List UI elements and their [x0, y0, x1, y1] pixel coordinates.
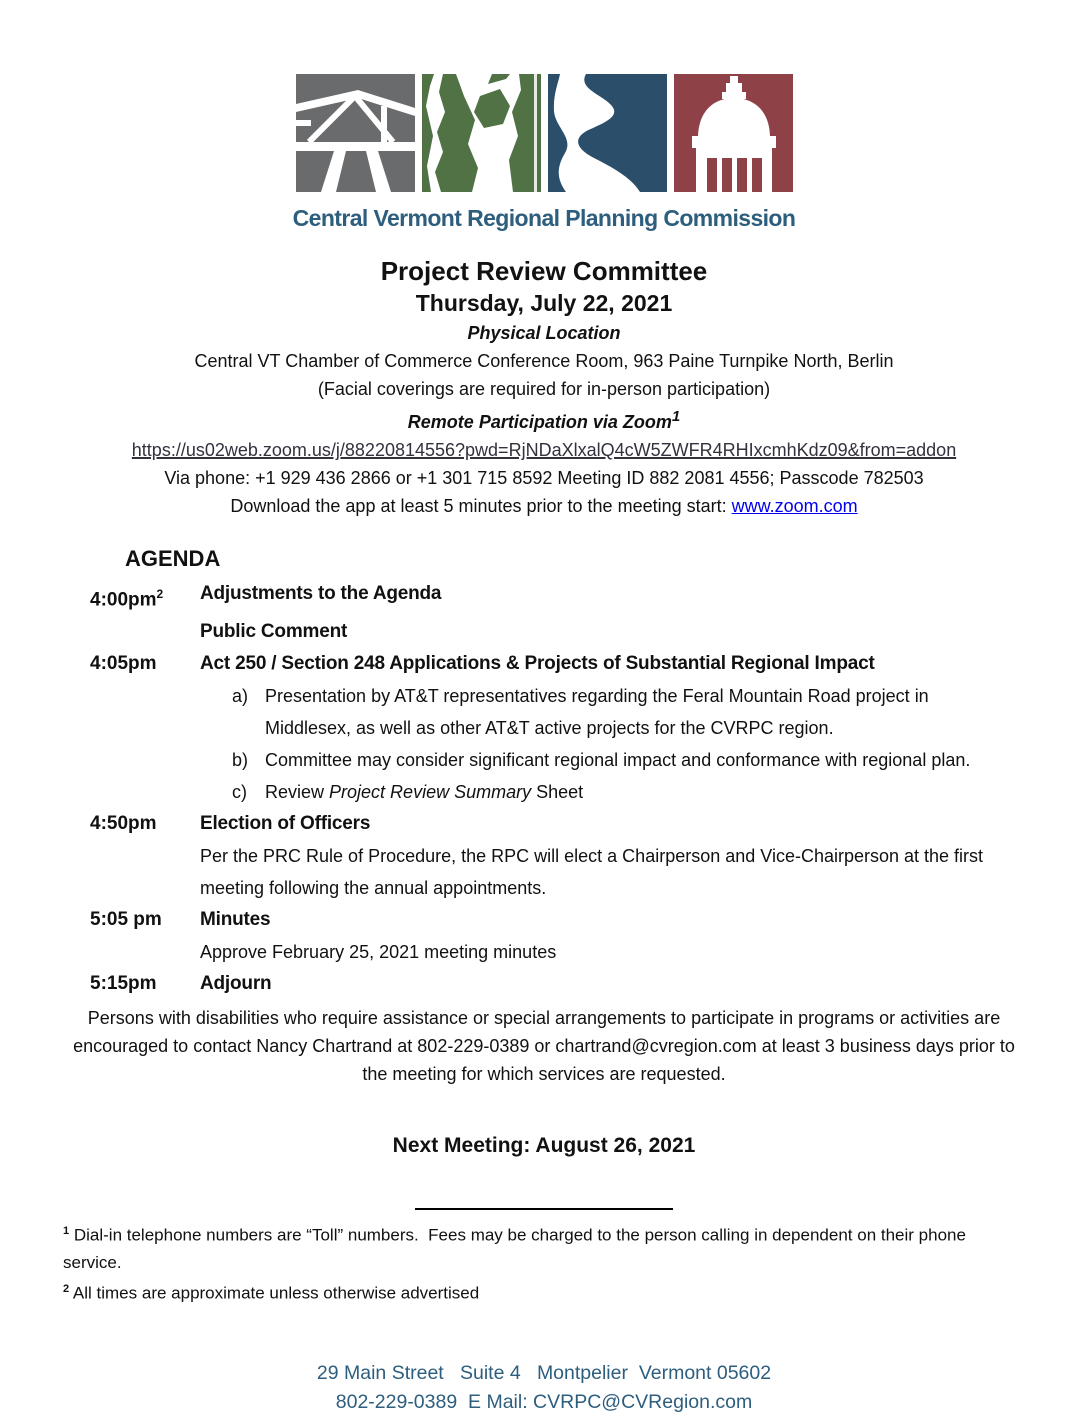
agenda-item-title: Adjustments to the Agenda — [200, 583, 442, 604]
physical-location-label: Physical Location — [467, 323, 621, 343]
agenda-item-title: Adjourn — [200, 973, 272, 995]
footnote-divider — [415, 1208, 673, 1210]
logo-tiles — [296, 74, 793, 192]
subitem-text: Presentation by AT&T representatives regarding the Feral Mountain Road project in Middlesex, as well as other AT&T active projects for the CVRPC region. — [265, 686, 929, 739]
agenda-item — [63, 578, 1025, 616]
agenda-time: 4:05pm — [90, 653, 157, 675]
meeting-address: Central VT Chamber of Commerce Conference Room, 963 Paine Turnpike North, Berlin — [194, 351, 894, 371]
agenda-subitem — [200, 680, 1025, 744]
subitem-label: a) — [232, 686, 249, 707]
agenda-time: 5:15pm — [90, 973, 157, 995]
zoom-website-link[interactable]: www.zoom.com — [731, 496, 858, 516]
page-title: Project Review Committee — [380, 256, 708, 286]
footnotes — [63, 1218, 1025, 1306]
logo-wordmark: Central Vermont Regional Planning Commission — [292, 205, 796, 231]
agenda-item — [63, 904, 1025, 968]
vermont-map-icon — [422, 74, 541, 192]
agenda-subitem — [200, 744, 1025, 776]
download-app-line: Download the app at least 5 minutes prior to the meeting start: www.zoom.com — [230, 496, 858, 516]
agenda-item-note: Per the PRC Rule of Procedure, the RPC will elect a Chairperson and Vice-Chairperson at the first meeting following the annual appointments. — [200, 846, 984, 899]
agenda-section — [63, 544, 1025, 1000]
footnote-1: $^1$ Dial-in telephone numbers are “Toll” numbers. Fees may be charged to the person calling in dependent on their phone service. — [63, 1225, 971, 1272]
footnote-2: $^2$ All times are approximate unless otherwise advertised — [63, 1282, 480, 1303]
agenda-heading: AGENDA — [125, 546, 221, 571]
remote-participation-label: Remote Participation via Zoom$^1$ — [407, 408, 681, 432]
accessibility-note: Persons with disabilities who require assistance or special arrangements to participate in programs or activities are encouraged to contact Nancy Chartrand at 802-229-0389 or chartrand@cvregion.com at least 3 business days prior to the meeting for which services are requested. — [73, 1008, 1015, 1085]
agenda-item — [63, 616, 1025, 648]
agenda-item-title: Election of Officers — [200, 813, 371, 835]
agenda-item — [63, 968, 1025, 1000]
capitol-dome-icon — [674, 74, 793, 192]
meeting-date: Thursday, July 22, 2021 — [415, 290, 673, 316]
subitem-label: c) — [232, 782, 247, 803]
footnote-ref-1: 1 — [671, 408, 681, 425]
footer-address: 29 Main Street Suite 4 Montpelier Vermont 05602 — [316, 1361, 772, 1384]
next-meeting: Next Meeting: August 26, 2021 — [392, 1134, 696, 1158]
agenda-item-title: Public Comment — [200, 621, 348, 643]
agenda-item-title: Minutes — [200, 909, 271, 931]
bridge-icon — [296, 74, 415, 192]
phone-dialin-line: Via phone: +1 929 436 2866 or +1 301 715 8592 Meeting ID 882 2081 4556; Passcode 782503 — [164, 468, 924, 488]
agenda-item — [63, 808, 1025, 904]
agenda-item — [63, 648, 1025, 808]
agenda-time: 5:05 pm — [90, 909, 162, 931]
footnote-ref-2: 2 — [156, 587, 164, 601]
agenda-item-note: Approve February 25, 2021 meeting minutes — [200, 942, 557, 963]
subitem-label: b) — [232, 750, 249, 771]
agenda-subitem — [200, 776, 1025, 808]
subitem-text: Review Project Review Summary Sheet — [265, 782, 584, 803]
river-icon — [548, 74, 667, 192]
agenda-time: 4:50pm — [90, 813, 157, 835]
cvrpc-logo — [63, 74, 1025, 231]
footer-contact: 802-229-0389 E Mail: CVRPC@CVRegion.com — [335, 1390, 753, 1413]
subitem-text: Committee may consider significant regional impact and conformance with regional plan. — [265, 750, 971, 771]
agenda-item-title: Act 250 / Section 248 Applications & Projects of Substantial Regional Impact — [200, 653, 875, 675]
facial-covering-note: (Facial coverings are required for in-person participation) — [317, 379, 771, 399]
agenda-time: $4:00pm^2$ — [90, 587, 164, 611]
zoom-meeting-link[interactable]: https://us02web.zoom.us/j/88220814556?pwd=RjNDaXlxalQ4cW5ZWFR4RHIxcmhKdz09&from=addon — [131, 440, 957, 460]
